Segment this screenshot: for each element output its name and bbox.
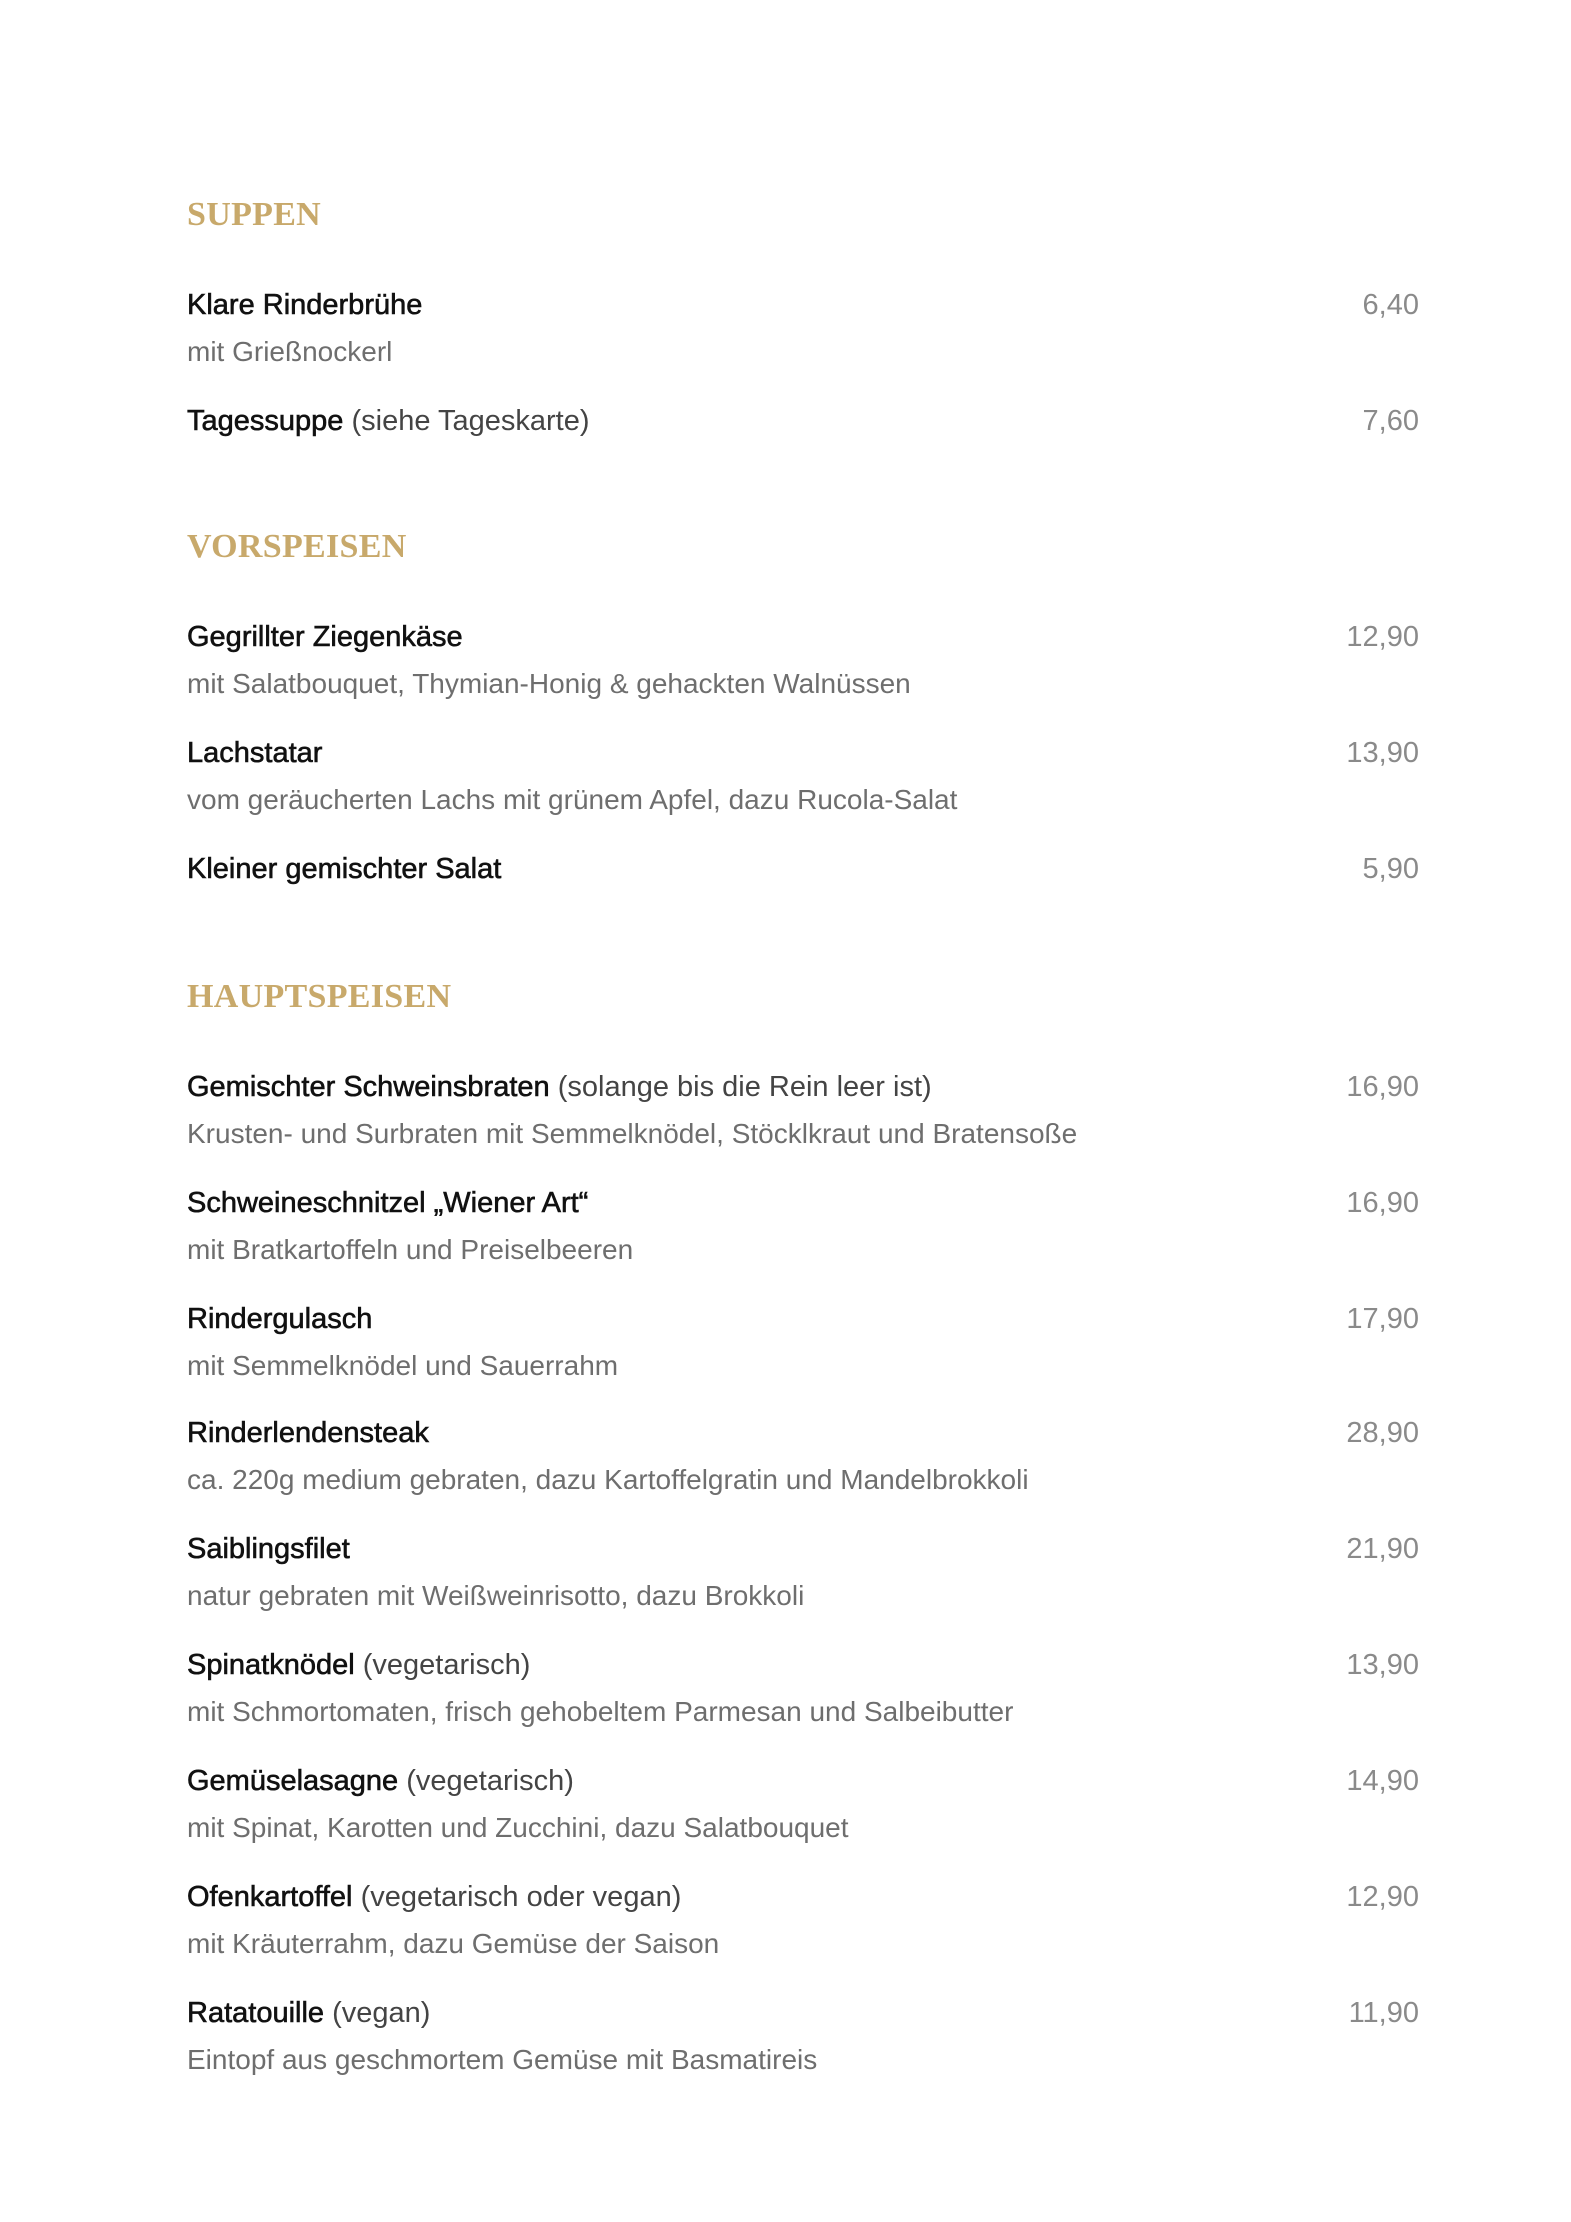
menu-item-name: Klare Rinderbrühe <box>187 289 423 321</box>
menu-item <box>187 1641 1419 1757</box>
menu-item-description: natur gebraten mit Weißweinrisotto, dazu Brokkoli <box>187 1580 805 1611</box>
menu-item <box>187 1989 1419 2105</box>
menu-item-row <box>187 1525 1419 1573</box>
menu-item-name: Gegrillter Ziegenkäse <box>187 621 463 653</box>
menu-item-title <box>187 1873 681 1921</box>
menu-item-note: (vegetarisch oder vegan) <box>352 1881 682 1913</box>
menu-item-title <box>187 397 590 445</box>
menu-item <box>187 613 1419 729</box>
menu-item-name: Gemischter Schweinsbraten <box>187 1071 550 1103</box>
menu-item-note: (vegetarisch) <box>354 1649 531 1681</box>
menu-item-price: 16,90 <box>1346 1187 1419 1219</box>
menu-item-row <box>187 397 1419 445</box>
menu-item-price: 12,90 <box>1346 1881 1419 1913</box>
menu-item-title <box>187 845 501 893</box>
section-hauptspeisen <box>187 973 1419 2105</box>
menu-item-title <box>187 1525 350 1573</box>
menu-item-row <box>187 1989 1419 2037</box>
menu-item <box>187 1295 1419 1409</box>
menu-item <box>187 1409 1419 1525</box>
menu-item-price: 11,90 <box>1348 1997 1419 2029</box>
menu-item-price: 14,90 <box>1346 1765 1419 1797</box>
menu-item-price: 28,90 <box>1346 1417 1419 1449</box>
menu-item-price: 12,90 <box>1346 621 1419 653</box>
menu-item-title <box>187 1179 588 1227</box>
section-heading: SUPPEN <box>187 196 322 233</box>
menu-item-price: 7,60 <box>1362 405 1419 437</box>
menu-item-name: Spinatknödel <box>187 1649 355 1681</box>
menu-item-name: Kleiner gemischter Salat <box>187 853 502 885</box>
menu-item <box>187 1525 1419 1641</box>
menu-item-price: 16,90 <box>1346 1071 1419 1103</box>
menu-item-price: 13,90 <box>1346 1649 1419 1681</box>
menu-item <box>187 1873 1419 1989</box>
menu-item-name: Ratatouille <box>187 1997 325 2029</box>
menu-item-row <box>187 613 1419 661</box>
menu-item-description: vom geräucherten Lachs mit grünem Apfel, dazu Rucola-Salat <box>187 784 958 815</box>
menu-item-price: 5,90 <box>1362 853 1419 885</box>
menu-item-name: Tagessuppe <box>187 405 344 437</box>
menu-item-title <box>187 1295 372 1343</box>
menu-item-description: mit Grießnockerl <box>187 336 393 367</box>
menu-item-price: 13,90 <box>1346 737 1419 769</box>
menu-item <box>187 397 1419 467</box>
menu-item-title <box>187 1063 932 1111</box>
menu-item-note: (solange bis die Rein leer ist) <box>549 1071 932 1103</box>
menu-item-name: Saiblingsfilet <box>187 1533 350 1565</box>
menu-item-description: ca. 220g medium gebraten, dazu Kartoffelgratin und Mandelbrokkoli <box>187 1464 1029 1495</box>
menu-item-description: mit Salatbouquet, Thymian-Honig & gehackten Walnüssen <box>187 668 911 699</box>
section-heading: VORSPEISEN <box>187 528 407 565</box>
menu-item-title <box>187 613 463 661</box>
section-heading: HAUPTSPEISEN <box>187 978 452 1015</box>
menu-items <box>187 1063 1419 2105</box>
menu-item-title <box>187 1641 530 1689</box>
menu-item <box>187 1063 1419 1179</box>
menu-item-price: 21,90 <box>1346 1533 1419 1565</box>
menu-item <box>187 845 1419 915</box>
menu-item-row <box>187 1295 1419 1343</box>
menu-item-name: Rindergulasch <box>187 1303 373 1335</box>
menu-item-description: mit Schmortomaten, frisch gehobeltem Parmesan und Salbeibutter <box>187 1696 1014 1727</box>
menu-item-description: Eintopf aus geschmortem Gemüse mit Basmatireis <box>187 2044 818 2075</box>
menu-item-title <box>187 729 322 777</box>
section-vorspeisen <box>187 523 1419 915</box>
menu-item-row <box>187 729 1419 777</box>
menu-item-title <box>187 1989 430 2037</box>
menu-items <box>187 281 1419 467</box>
menu-item-row <box>187 1409 1419 1457</box>
menu-page <box>187 0 1419 2222</box>
menu-item-price: 6,40 <box>1362 289 1419 321</box>
menu-item-price: 17,90 <box>1346 1303 1419 1335</box>
menu-item-title <box>187 281 422 329</box>
menu-item-row <box>187 1063 1419 1111</box>
menu-item-row <box>187 1757 1419 1805</box>
menu-item-name: Lachstatar <box>187 737 323 769</box>
menu-item-row <box>187 1641 1419 1689</box>
menu-item-note: (vegetarisch) <box>398 1765 574 1797</box>
menu-item-row <box>187 1179 1419 1227</box>
menu-items <box>187 613 1419 915</box>
menu-item-row <box>187 281 1419 329</box>
menu-item-description: mit Semmelknödel und Sauerrahm <box>187 1350 619 1381</box>
menu-item <box>187 729 1419 845</box>
menu-item <box>187 1757 1419 1873</box>
menu-item-description: mit Spinat, Karotten und Zucchini, dazu Salatbouquet <box>187 1812 849 1843</box>
menu-item-row <box>187 845 1419 893</box>
menu-item-row <box>187 1873 1419 1921</box>
menu-item <box>187 1179 1419 1295</box>
menu-item <box>187 281 1419 397</box>
menu-item-description: mit Kräuterrahm, dazu Gemüse der Saison <box>187 1928 720 1959</box>
section-suppen <box>187 191 1419 467</box>
menu-item-title <box>187 1409 429 1457</box>
menu-item-description: mit Bratkartoffeln und Preiselbeeren <box>187 1234 634 1265</box>
menu-item-note: (vegan) <box>324 1997 431 2029</box>
menu-item-title <box>187 1757 574 1805</box>
menu-item-description: Krusten- und Surbraten mit Semmelknödel, Stöcklkraut und Bratensoße <box>187 1118 1078 1149</box>
menu-item-name: Rinderlendensteak <box>187 1417 429 1449</box>
menu-item-name: Schweineschnitzel „Wiener Art“ <box>187 1187 589 1219</box>
menu-item-note: (siehe Tageskarte) <box>343 405 590 437</box>
menu-item-name: Gemüselasagne <box>187 1765 399 1797</box>
menu-item-name: Ofenkartoffel <box>187 1881 353 1913</box>
